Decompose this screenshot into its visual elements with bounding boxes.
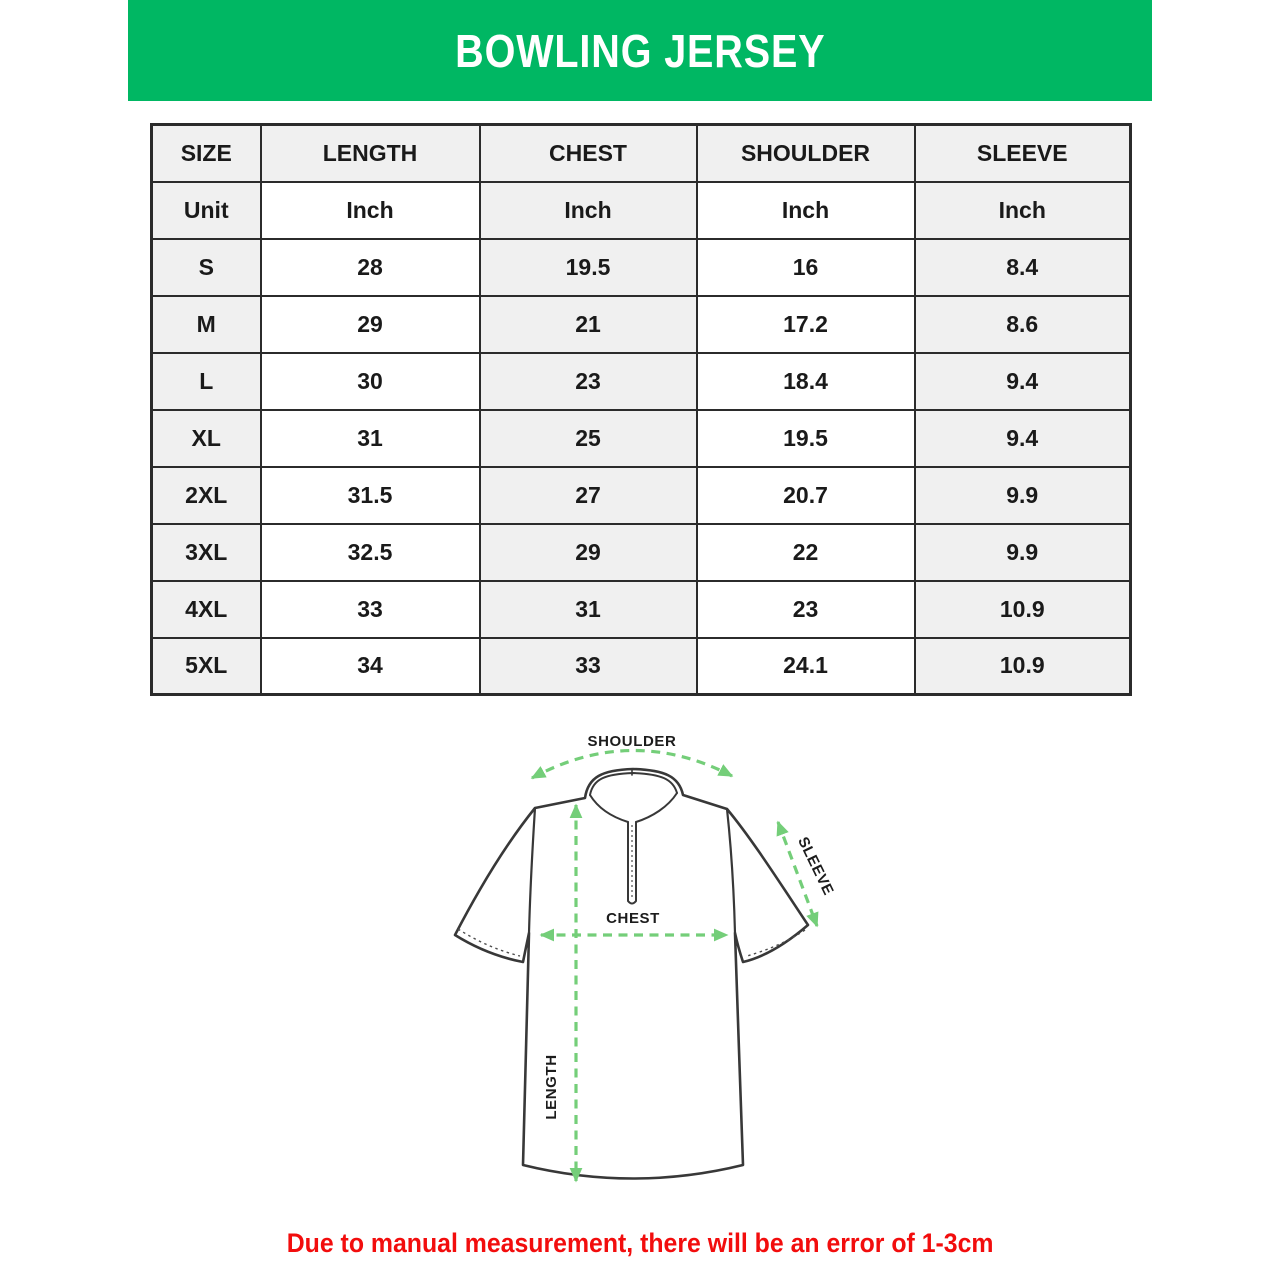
unit-row <box>152 182 1131 239</box>
column-header-size: SIZE <box>152 125 261 182</box>
table-row-l <box>152 353 1131 410</box>
table-cell: 17.2 <box>697 296 915 353</box>
size-label: L <box>152 353 261 410</box>
sleeve-measure-label: SLEEVE <box>794 834 837 899</box>
measurement-disclaimer <box>0 1228 1280 1259</box>
length-measure-label: LENGTH <box>543 1054 560 1120</box>
size-label: 3XL <box>152 524 261 581</box>
unit-cell: Inch <box>697 182 915 239</box>
column-header-length: LENGTH <box>261 125 480 182</box>
table-row-4xl <box>152 581 1131 638</box>
table-row-2xl <box>152 467 1131 524</box>
table-cell: 31 <box>261 410 480 467</box>
size-label: 2XL <box>152 467 261 524</box>
table-row-m <box>152 296 1131 353</box>
table-cell: 33 <box>480 638 697 695</box>
size-label: S <box>152 239 261 296</box>
table-cell: 8.6 <box>915 296 1131 353</box>
table-cell: 29 <box>480 524 697 581</box>
shoulder-measure-label: SHOULDER <box>587 733 677 750</box>
table-cell: 30 <box>261 353 480 410</box>
table-cell: 18.4 <box>697 353 915 410</box>
table-header-row <box>152 125 1131 182</box>
table-cell: 32.5 <box>261 524 480 581</box>
table-cell: 25 <box>480 410 697 467</box>
table-row-3xl <box>152 524 1131 581</box>
title-banner <box>128 0 1152 101</box>
table-cell: 28 <box>261 239 480 296</box>
table-cell: 24.1 <box>697 638 915 695</box>
size-label: XL <box>152 410 261 467</box>
column-header-chest: CHEST <box>480 125 697 182</box>
table-cell: 9.9 <box>915 524 1131 581</box>
table-cell: 27 <box>480 467 697 524</box>
table-cell: 19.5 <box>480 239 697 296</box>
unit-label: Unit <box>152 182 261 239</box>
unit-cell: Inch <box>915 182 1131 239</box>
table-cell: 21 <box>480 296 697 353</box>
table-cell: 29 <box>261 296 480 353</box>
table-cell: 16 <box>697 239 915 296</box>
size-label: 5XL <box>152 638 261 695</box>
table-cell: 31 <box>480 581 697 638</box>
table-row-s <box>152 239 1131 296</box>
table-cell: 19.5 <box>697 410 915 467</box>
table-cell: 9.4 <box>915 410 1131 467</box>
table-cell: 9.4 <box>915 353 1131 410</box>
table-cell: 33 <box>261 581 480 638</box>
table-row-5xl <box>152 638 1131 695</box>
table-cell: 9.9 <box>915 467 1131 524</box>
table-cell: 23 <box>697 581 915 638</box>
table-cell: 31.5 <box>261 467 480 524</box>
size-label: 4XL <box>152 581 261 638</box>
chest-measure-label: CHEST <box>606 910 660 927</box>
unit-cell: Inch <box>261 182 480 239</box>
table-cell: 20.7 <box>697 467 915 524</box>
column-header-sleeve: SLEEVE <box>915 125 1131 182</box>
table-cell: 8.4 <box>915 239 1131 296</box>
jersey-measurement-diagram <box>400 715 880 1235</box>
table-cell: 23 <box>480 353 697 410</box>
table-row-xl <box>152 410 1131 467</box>
table-cell: 34 <box>261 638 480 695</box>
table-cell: 22 <box>697 524 915 581</box>
unit-cell: Inch <box>480 182 697 239</box>
table-cell: 10.9 <box>915 581 1131 638</box>
table-cell: 10.9 <box>915 638 1131 695</box>
page-title: BOWLING JERSEY <box>454 24 826 77</box>
size-chart-table <box>150 123 1132 696</box>
column-header-shoulder: SHOULDER <box>697 125 915 182</box>
size-label: M <box>152 296 261 353</box>
disclaimer-text: Due to manual measurement, there will be an error of 1-3cm <box>286 1228 994 1258</box>
